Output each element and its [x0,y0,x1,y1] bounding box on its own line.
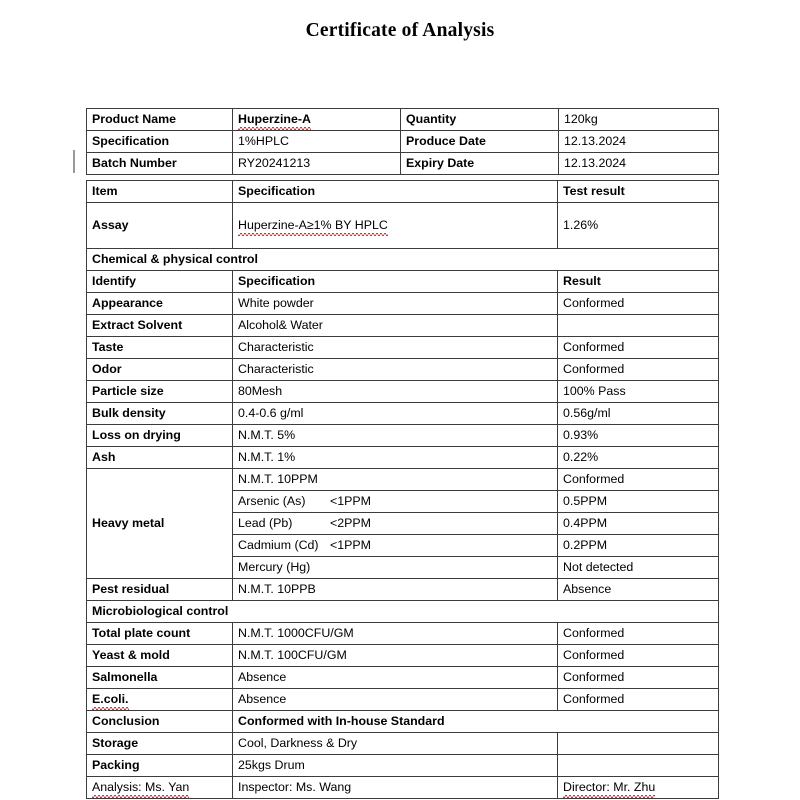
section-header-microbiological-label: Microbiological control [87,601,719,623]
section-header-microbiological [87,601,719,623]
row-result: 0.22% [558,447,719,469]
heavy-metal-specification [233,535,558,557]
column-header-test-result: Test result [558,181,719,203]
heavy-metal-limit: <1PPM [330,494,371,509]
quantity-label: Quantity [401,109,559,131]
column-header-specification-2: Specification [233,271,558,293]
director-signature-text: Director: Mr. Zhu [563,780,656,795]
table-row [87,337,719,359]
table-row-assay [87,203,719,249]
table-row [87,733,719,755]
heavy-metal-limit: <1PPM [330,538,371,553]
storage-value: Cool, Darkness & Dry [233,733,558,755]
table-row [87,579,719,601]
column-header-result: Result [558,271,719,293]
table-row-conclusion [87,711,719,733]
inspector-signature: Inspector: Ms. Wang [233,777,558,799]
heavy-metal-name: N.M.T. 10PPM [238,472,318,487]
heavy-metal-result: Conformed [558,469,719,491]
heavy-metal-name: Arsenic (As) [238,494,306,509]
table-row [87,315,719,337]
heavy-metal-name: Mercury (Hg) [238,560,311,575]
row-label [87,689,233,711]
row-label: Appearance [87,293,233,315]
product-name-value [233,109,401,131]
heavy-metal-specification [233,557,558,579]
produce-date-value: 12.13.2024 [559,131,719,153]
column-header-identify: Identify [87,271,233,293]
row-result: 0.56g/ml [558,403,719,425]
table-row [87,403,719,425]
heavy-metal-result: 0.4PPM [558,513,719,535]
pest-residual-specification: N.M.T. 10PPB [233,579,558,601]
director-signature [558,777,719,799]
packing-value: 25kgs Drum [233,755,558,777]
heavy-metal-name: Cadmium (Cd) [238,538,319,553]
row-label: Salmonella [87,667,233,689]
expiry-date-value: 12.13.2024 [559,153,719,175]
section-header-chemical-label: Chemical & physical control [87,249,719,271]
batch-number-value: RY20241213 [233,153,401,175]
table-row [87,623,719,645]
packing-result [558,755,719,777]
heavy-metal-limit: <2PPM [330,516,371,531]
row-specification: White powder [233,293,558,315]
table-row [87,153,719,175]
row-specification: N.M.T. 1% [233,447,558,469]
product-info-table [86,108,719,175]
batch-number-label: Batch Number [87,153,233,175]
packing-label: Packing [87,755,233,777]
product-name-label: Product Name [87,109,233,131]
assay-label: Assay [87,203,233,249]
table-header-row [87,181,719,203]
table-row [87,425,719,447]
expiry-date-label: Expiry Date [401,153,559,175]
analysis-signature [87,777,233,799]
row-specification: N.M.T. 100CFU/GM [233,645,558,667]
table-row [87,645,719,667]
row-result: Conformed [558,667,719,689]
table-row [87,109,719,131]
analysis-signature-text: Analysis: Ms. Yan [92,780,190,795]
assay-specification-text: Huperzine-A≥1% BY HPLC [238,218,388,233]
row-label: Extract Solvent [87,315,233,337]
row-result: 0.93% [558,425,719,447]
row-label: Taste [87,337,233,359]
row-result: Conformed [558,359,719,381]
row-specification: N.M.T. 1000CFU/GM [233,623,558,645]
section-header-chemical [87,249,719,271]
assay-specification [233,203,558,249]
product-name-text: Huperzine-A [238,112,311,127]
heavy-metal-name: Lead (Pb) [238,516,293,531]
row-specification: 0.4-0.6 g/ml [233,403,558,425]
row-result: Conformed [558,689,719,711]
conclusion-label: Conclusion [87,711,233,733]
row-specification: 80Mesh [233,381,558,403]
row-result: 100% Pass [558,381,719,403]
row-label: Odor [87,359,233,381]
row-specification: N.M.T. 5% [233,425,558,447]
heavy-metal-label: Heavy metal [87,469,233,579]
heavy-metal-specification [233,469,558,491]
row-result: Conformed [558,645,719,667]
row-label: Yeast & mold [87,645,233,667]
storage-label: Storage [87,733,233,755]
row-result: Conformed [558,293,719,315]
table-row-heavy-metal [87,469,719,491]
storage-result [558,733,719,755]
heavy-metal-result: Not detected [558,557,719,579]
column-header-specification: Specification [233,181,558,203]
specification-label: Specification [87,131,233,153]
revision-change-bar [73,150,75,173]
row-specification: Alcohol& Water [233,315,558,337]
table-row [87,755,719,777]
heavy-metal-specification [233,491,558,513]
row-label: Ash [87,447,233,469]
table-row [87,293,719,315]
table-header-row [87,271,719,293]
assay-test-result: 1.26% [558,203,719,249]
heavy-metal-result: 0.2PPM [558,535,719,557]
table-row [87,381,719,403]
row-label: Total plate count [87,623,233,645]
row-label: Particle size [87,381,233,403]
heavy-metal-result: 0.5PPM [558,491,719,513]
page-title: Certificate of Analysis [305,20,495,41]
table-row [87,667,719,689]
table-row-signatures [87,777,719,799]
specification-value: 1%HPLC [233,131,401,153]
row-result: Conformed [558,337,719,359]
row-specification: Absence [233,667,558,689]
column-header-item: Item [87,181,233,203]
conclusion-value: Conformed with In-house Standard [233,711,719,733]
pest-residual-label: Pest residual [87,579,233,601]
row-label: Bulk density [87,403,233,425]
table-row [87,689,719,711]
specification-table [86,180,719,799]
produce-date-label: Produce Date [401,131,559,153]
heavy-metal-specification [233,513,558,535]
row-result [558,315,719,337]
row-specification: Characteristic [233,337,558,359]
table-row [87,359,719,381]
row-result: Conformed [558,623,719,645]
table-row [87,447,719,469]
row-specification: Absence [233,689,558,711]
table-row [87,131,719,153]
row-specification: Characteristic [233,359,558,381]
ecoli-label-text: E.coli. [92,692,129,707]
quantity-value: 120kg [559,109,719,131]
row-label: Loss on drying [87,425,233,447]
pest-residual-result: Absence [558,579,719,601]
